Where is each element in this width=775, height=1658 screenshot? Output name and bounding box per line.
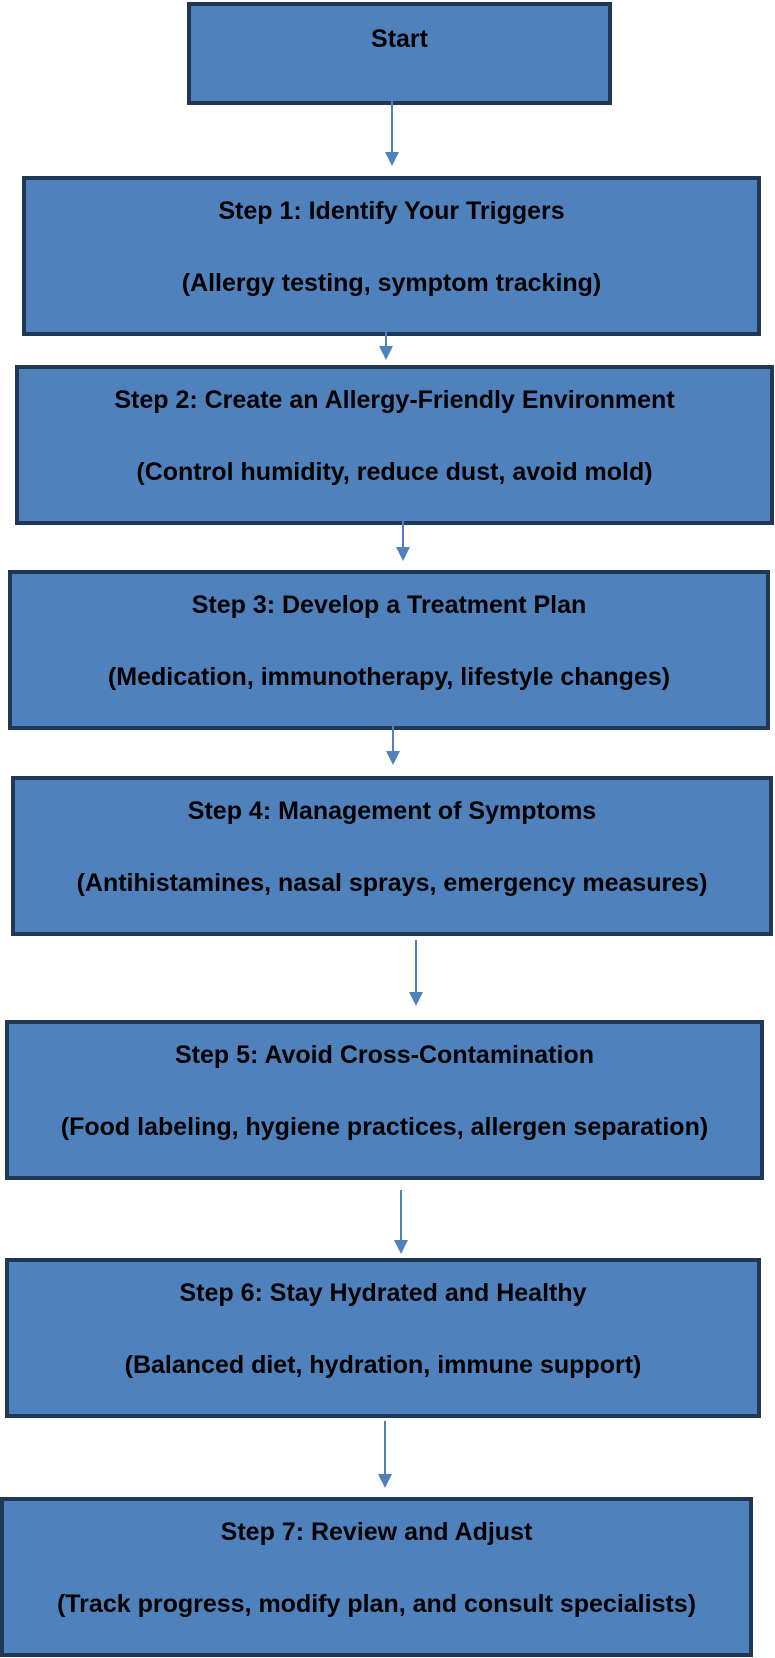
arrow-step-5-to-step-6 [394, 1190, 408, 1254]
step-6-title: Step 6: Stay Hydrated and Healthy [179, 1279, 587, 1307]
step-4-title: Step 4: Management of Symptoms [187, 797, 597, 825]
step-6-detail: (Balanced diet, hydration, immune support) [124, 1351, 642, 1379]
step-5-detail: (Food labeling, hygiene practices, allergen separation) [60, 1113, 709, 1141]
start-node [187, 2, 612, 105]
step-7-title: Step 7: Review and Adjust [220, 1518, 533, 1546]
step-1-title: Step 1: Identify Your Triggers [218, 197, 565, 225]
step-3-node [8, 570, 770, 730]
step-1-node [22, 176, 761, 336]
step-3-title: Step 3: Develop a Treatment Plan [191, 591, 587, 619]
step-2-detail: (Control humidity, reduce dust, avoid mold) [136, 458, 653, 486]
step-2-node [15, 365, 774, 525]
arrow-step-6-to-step-7 [378, 1421, 392, 1488]
start-label: Start [371, 25, 428, 53]
step-2-title: Step 2: Create an Allergy-Friendly Environment [114, 386, 675, 414]
step-5-title: Step 5: Avoid Cross-Contamination [174, 1041, 594, 1069]
step-5-node [5, 1020, 764, 1180]
step-3-detail: (Medication, immunotherapy, lifestyle changes) [107, 663, 671, 691]
arrow-start-to-step-1 [385, 101, 399, 166]
step-7-detail: (Track progress, modify plan, and consult specialists) [56, 1590, 697, 1618]
arrow-step-1-to-step-2 [379, 332, 393, 360]
arrow-step-4-to-step-5 [409, 940, 423, 1006]
step-4-detail: (Antihistamines, nasal sprays, emergency measures) [76, 869, 708, 897]
step-6-node [5, 1258, 761, 1418]
step-1-detail: (Allergy testing, symptom tracking) [181, 269, 602, 297]
step-4-node [11, 776, 773, 936]
step-7-node [0, 1497, 753, 1657]
